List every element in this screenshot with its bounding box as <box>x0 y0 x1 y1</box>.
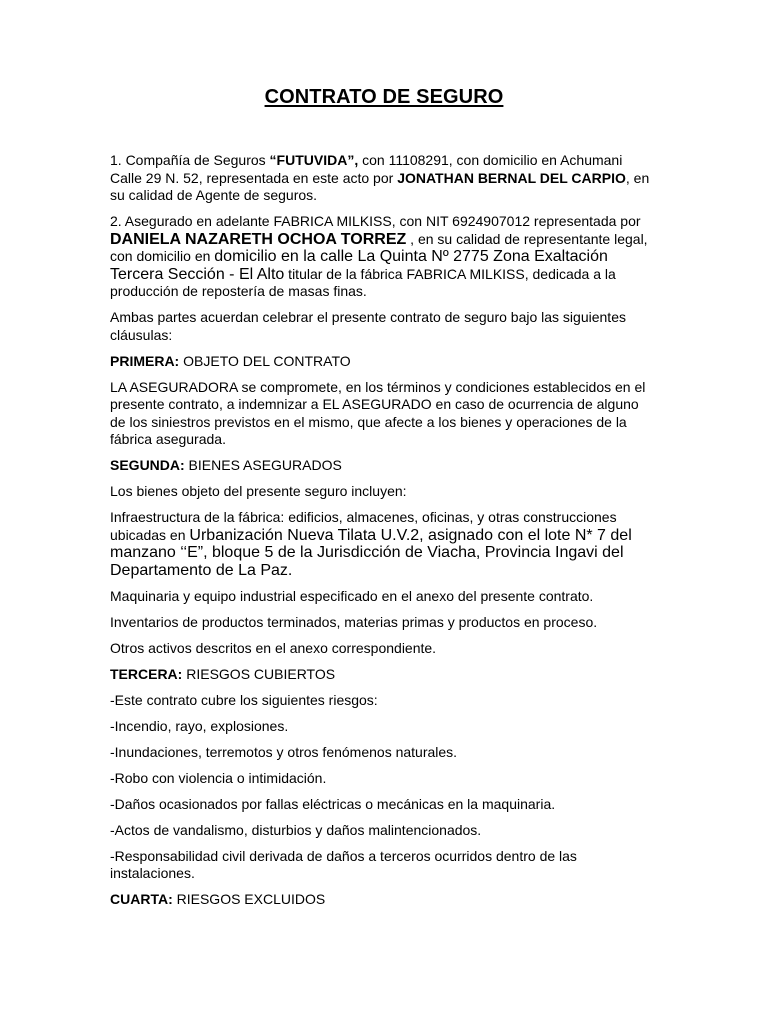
clause-segunda-infrastructure <box>110 509 658 579</box>
list-item: -Inundaciones, terremotos y otros fenómenos naturales. <box>110 743 458 760</box>
paragraph-insured <box>110 213 658 301</box>
document-body <box>110 152 658 917</box>
clause-cuarta-heading <box>110 891 658 909</box>
list-item: -Responsabilidad civil derivada de daños a terceros ocurridos dentro de las instalaciones. <box>110 847 577 881</box>
infrastructure-location: Urbanización Nueva Tilata U.V.2, asignado con el lote N* 7 del manzano ‘‘E”, bloque 5 de la Jurisdicción de Viacha, Provincia Ingavi del Departamento de La Paz. <box>110 526 632 579</box>
list-item: -Daños ocasionados por fallas eléctricas o mecánicas en la maquinaria. <box>110 795 556 812</box>
insured-text-b: , en su calidad de representante legal, con domicilio en <box>110 230 648 264</box>
clause-segunda-heading <box>110 457 658 475</box>
clause-primera-heading <box>110 353 658 371</box>
paragraph-insurer <box>110 152 658 205</box>
clause-segunda-title: BIENES ASEGURADOS <box>184 457 342 473</box>
paragraph-agreement: Ambas partes acuerdan celebrar el presente contrato de seguro bajo las siguientes cláusulas: <box>110 309 626 343</box>
list-item: Maquinaria y equipo industrial especificado en el anexo del presente contrato. <box>110 587 594 604</box>
clause-tercera-heading <box>110 666 658 684</box>
clause-primera-title: OBJETO DEL CONTRATO <box>179 352 351 369</box>
clause-primera-label: PRIMERA: <box>110 352 180 369</box>
insurer-text-c: , en su calidad de Agente de seguros. <box>110 169 650 203</box>
clause-tercera-title: RIESGOS CUBIERTOS <box>182 665 336 682</box>
list-item: -Este contrato cubre los siguientes riesgos: <box>110 691 378 708</box>
insurer-text-a: 1. Compañía de Seguros <box>110 152 270 168</box>
clause-tercera-label: TERCERA: <box>110 665 183 682</box>
insurer-company-name: “FUTUVIDA”, <box>269 152 359 168</box>
insured-address: domicilio en la calle La Quinta Nº 2775 Zona Exaltación Tercera Sección - El Alto <box>110 248 608 283</box>
clause-primera-text: LA ASEGURADORA se compromete, en los términos y condiciones establecidos en el presente contrato, a indemnizar a EL ASEGURADO en caso de ocurrencia de alguno de los siniestros previstos en el mismo, que afecte a los bienes y operaciones de la fábrica asegurada. <box>110 378 646 447</box>
insured-text-a: 2. Asegurado en adelante FABRICA MILKISS, con NIT 6924907012 representada por <box>110 213 641 229</box>
insurer-agent-name: JONATHAN BERNAL DEL CARPIO <box>397 169 626 186</box>
infrastructure-text: Infraestructura de la fábrica: edificios, almacenes, oficinas, y otras construcciones ubicadas en <box>110 509 617 543</box>
list-item: -Robo con violencia o intimidación. <box>110 769 327 786</box>
clause-cuarta-title: RIESGOS EXCLUIDOS <box>172 891 326 907</box>
clause-segunda-label: SEGUNDA: <box>110 457 185 473</box>
clause-cuarta-label: CUARTA: <box>110 891 173 907</box>
insured-text-c: titular de la fábrica FABRICA MILKISS, dedicada a la producción de repostería de masas finas. <box>110 265 616 299</box>
insured-representative-name: DANIELA NAZARETH OCHOA TORREZ <box>110 230 407 248</box>
list-item: Inventarios de productos terminados, materias primas y productos en proceso. <box>110 613 598 630</box>
document-title: CONTRATO DE SEGURO <box>264 86 504 108</box>
clause-segunda-intro: Los bienes objeto del presente seguro incluyen: <box>110 483 407 499</box>
list-item: -Incendio, rayo, explosiones. <box>110 717 289 734</box>
list-item: Otros activos descritos en el anexo correspondiente. <box>110 639 437 656</box>
insurer-text-b: con 11108291, con domicilio en Achumani Calle 29 N. 52, representada en este acto por <box>110 152 623 186</box>
list-item: -Actos de vandalismo, disturbios y daños malintencionados. <box>110 821 482 838</box>
